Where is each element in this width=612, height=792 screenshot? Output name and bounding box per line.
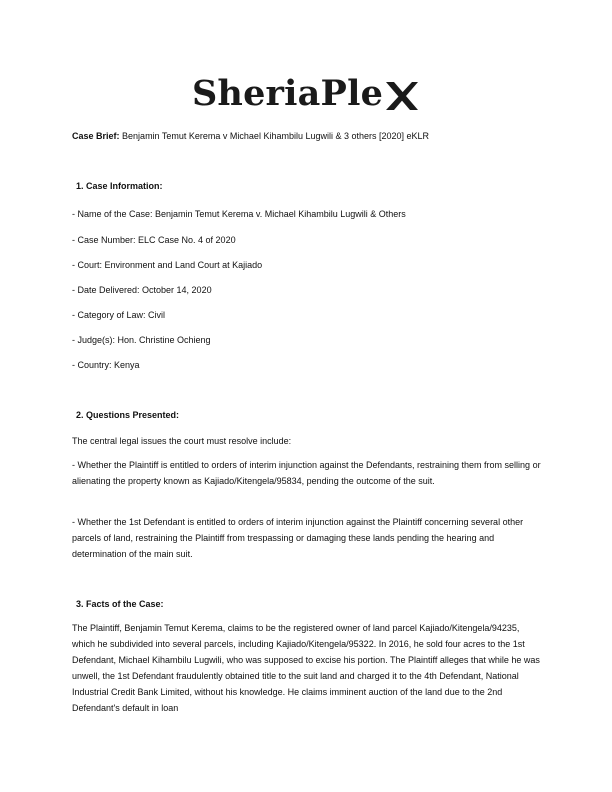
section-heading-questions: 2. Questions Presented:	[76, 410, 180, 420]
info-date-delivered: - Date Delivered: October 14, 2020	[72, 285, 212, 295]
info-judges: - Judge(s): Hon. Christine Ochieng	[72, 335, 211, 345]
logo-text: SheriaPle	[191, 73, 384, 114]
sheriaplex-logo	[0, 74, 612, 114]
facts-paragraph: The Plaintiff, Benjamin Temut Kerema, claims to be the registered owner of land parcel Kajiado/Kitengela/94235, which he subdivided into several parcels, including Kajiado/Kitengela/95322. In 2016, he sold four acres to the 1st Defendant, Michael Kihambilu Lugwili, who was supposed to excise his portion. The Plaintiff alleges that while he was unwell, the 1st Defendant fraudulently obtained title to the suit land and charged it to the 4th Defendant, National Industrial Credit Bank Limited, without his knowledge. He claims imminent auction of the land due to the 2nd Defendant's default in loan	[72, 623, 540, 713]
logo-x-mark-icon	[384, 80, 420, 112]
questions-intro: The central legal issues the court must resolve include:	[72, 436, 292, 446]
case-brief-title: Benjamin Temut Kerema v Michael Kihambilu Lugwili & 3 others [2020] eKLR	[122, 131, 430, 141]
question-2: - Whether the 1st Defendant is entitled to orders of interim injunction against the Plaintiff concerning several other parcels of land, restraining the Plaintiff from trespassing or damaging these lands pending the hearing and determination of the main suit.	[72, 517, 524, 559]
case-brief-line	[72, 130, 429, 142]
info-country: - Country: Kenya	[72, 360, 140, 370]
info-category: - Category of Law: Civil	[72, 310, 166, 320]
info-case-name: - Name of the Case: Benjamin Temut Kerema v. Michael Kihambilu Lugwili & Others	[72, 209, 406, 219]
case-brief-label: Case Brief:	[72, 131, 120, 141]
question-1: - Whether the Plaintiff is entitled to orders of interim injunction against the Defendants, restraining them from selling or alienating the property known as Kajiado/Kitengela/95834, pending the outcome of the suit.	[72, 460, 541, 486]
section-heading-facts: 3. Facts of the Case:	[76, 599, 164, 609]
section-heading-case-information: 1. Case Information:	[76, 181, 163, 191]
info-case-number: - Case Number: ELC Case No. 4 of 2020	[72, 235, 236, 245]
info-court: - Court: Environment and Land Court at Kajiado	[72, 260, 263, 270]
